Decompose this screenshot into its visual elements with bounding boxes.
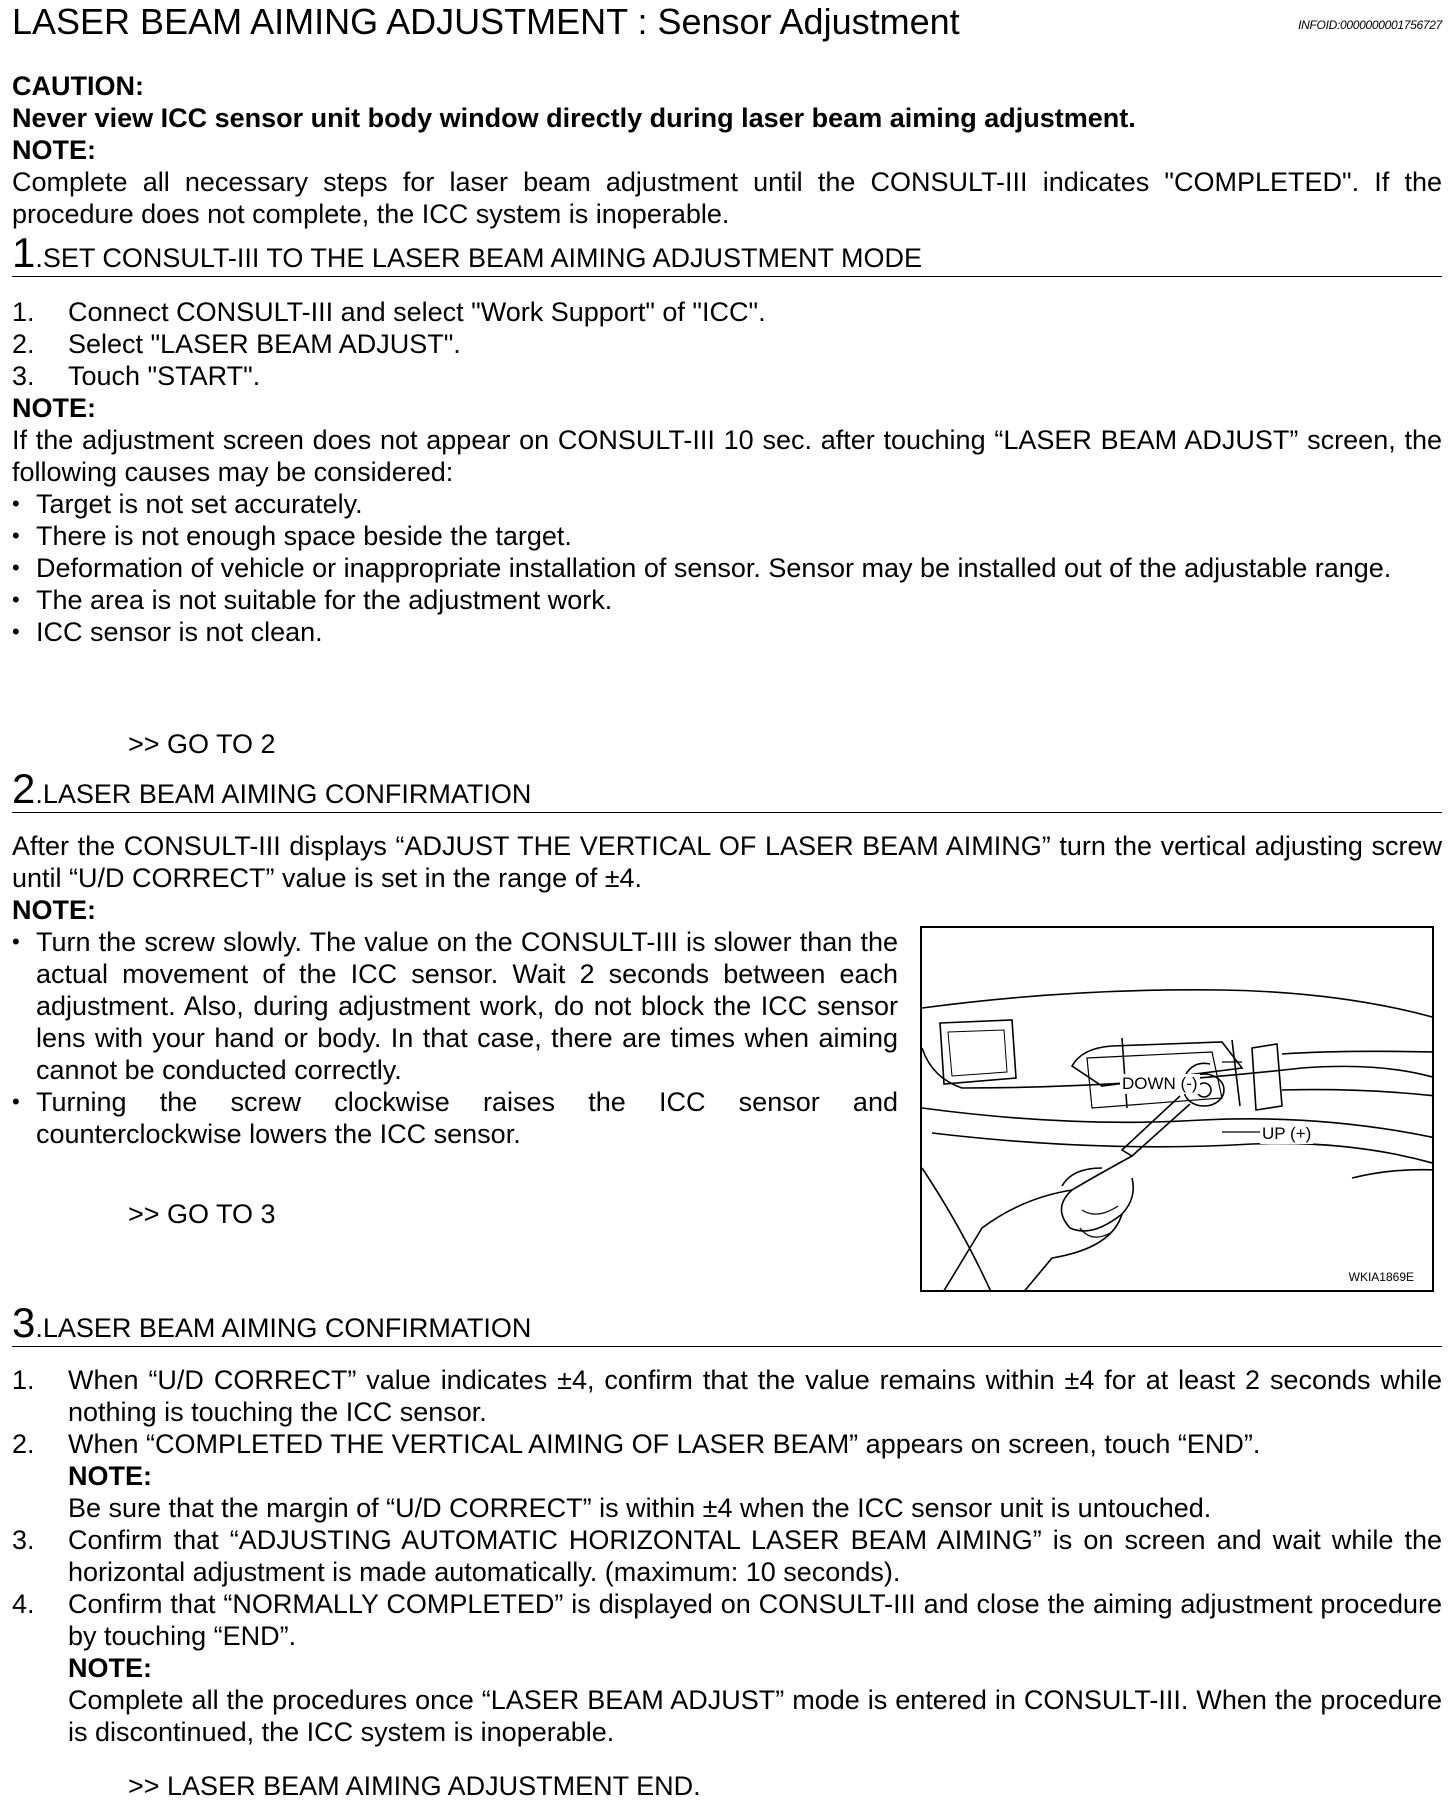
step-3-item-2-note-label: NOTE: [68, 1461, 152, 1491]
step-3-number: 3 [12, 1299, 36, 1346]
step-1-causes [12, 488, 1442, 648]
step-2-note-label: NOTE: [12, 895, 96, 925]
step-3-list [12, 1364, 1442, 1748]
list-item: • Target is not set accurately. [12, 488, 1442, 520]
list-item: • Turn the screw slowly. The value on the CONSULT-III is slower than the actual movement of the ICC sensor. Wait 2 seconds between each adjustment. Also, during adjustment work, do not block the ICC sensor lens with your hand or body. In that case, there are times when aiming cannot be conducted correctly. [12, 926, 898, 1086]
step-3-heading [12, 1300, 1442, 1347]
bumper-illustration [922, 928, 1434, 1292]
list-item: 4. Confirm that “NORMALLY COMPLETED” is displayed on CONSULT-III and close the aiming adjustment procedure by touching “END”. NOTE: Complete all the procedures once “LASER BEAM ADJUST” mode is entered in CONSULT-III. When the procedure is discontinued, the ICC system is inoperable. [12, 1589, 1442, 1747]
label-up: UP (+) [1262, 1124, 1312, 1143]
step-1-list [12, 296, 1442, 392]
caution-text: Never view ICC sensor unit body window directly during laser beam aiming adjustment. [12, 103, 1136, 133]
step-2-heading [12, 766, 1442, 813]
step-1-goto: >> GO TO 2 [128, 729, 276, 759]
step-3-body [12, 1364, 1442, 1748]
page-title: LASER BEAM AIMING ADJUSTMENT : Sensor Adjustment [12, 1, 960, 42]
step-1-number: 1 [12, 229, 36, 276]
step-2-text: After the CONSULT-III displays “ADJUST THE VERTICAL OF LASER BEAM AIMING” turn the vertical adjusting screw until “U/D CORRECT” value is set in the range of ±4. [12, 831, 1442, 893]
step-1-body [12, 296, 1442, 648]
list-item: 2. When “COMPLETED THE VERTICAL AIMING OF LASER BEAM” appears on screen, touch “END”. NOTE: Be sure that the margin of “U/D CORRECT” is within ±4 when the ICC sensor unit is untouched. [12, 1428, 1442, 1524]
list-item: • There is not enough space beside the target. [12, 520, 1442, 552]
list-item: 1. When “U/D CORRECT” value indicates ±4, confirm that the value remains within ±4 for at least 2 seconds while nothing is touching the ICC sensor. [12, 1365, 1442, 1427]
step-3-item-4-note-label: NOTE: [68, 1653, 152, 1683]
sensor-adjustment-figure [920, 926, 1434, 1292]
list-item: • Deformation of vehicle or inappropriate installation of sensor. Sensor may be installed out of the adjustable range. [12, 552, 1442, 584]
list-item: 3. Confirm that “ADJUSTING AUTOMATIC HORIZONTAL LASER BEAM AIMING” is on screen and wait while the horizontal adjustment is made automatically. (maximum: 10 seconds). [12, 1525, 1442, 1587]
caution-label: CAUTION: [12, 71, 144, 101]
list-item: 3. Touch "START". [12, 361, 261, 391]
intro-note-text: Complete all necessary steps for laser beam adjustment until the CONSULT-III indicates "COMPLETED". If the procedure does not complete, the ICC system is inoperable. [12, 167, 1442, 229]
page [12, 0, 1444, 1814]
title-row [12, 0, 1442, 46]
step-3-end: >> LASER BEAM AIMING ADJUSTMENT END. [128, 1771, 701, 1801]
list-item: • Turning the screw clockwise raises the ICC sensor and counterclockwise lowers the ICC sensor. [12, 1086, 898, 1150]
step-2-body [12, 830, 1442, 926]
step-3-title: .LASER BEAM AIMING CONFIRMATION [35, 1313, 532, 1343]
list-item: • ICC sensor is not clean. [12, 616, 1442, 648]
step-1-heading [12, 230, 1442, 277]
list-item: • The area is not suitable for the adjustment work. [12, 584, 1442, 616]
step-1-note-text: If the adjustment screen does not appear on CONSULT-III 10 sec. after touching “LASER BEAM ADJUST” screen, the following causes may be considered: [12, 425, 1442, 487]
info-id: INFOID:0000000001756727 [1298, 18, 1442, 32]
step-2-title: .LASER BEAM AIMING CONFIRMATION [35, 779, 532, 809]
step-3-item-4-note-text: Complete all the procedures once “LASER BEAM ADJUST” mode is entered in CONSULT-III. When the procedure is discontinued, the ICC system is inoperable. [68, 1685, 1442, 1747]
step-2-notes [12, 926, 898, 1150]
step-1-note-label: NOTE: [12, 393, 96, 423]
intro-block [12, 70, 1442, 230]
list-item: 1. Connect CONSULT-III and select "Work Support" of "ICC". [12, 297, 766, 327]
step-3-item-2-note-text: Be sure that the margin of “U/D CORRECT” is within ±4 when the ICC sensor unit is untouched. [68, 1493, 1212, 1523]
label-down: DOWN (-) [1122, 1074, 1198, 1093]
figure-code: WKIA1869E [1348, 1270, 1414, 1284]
step-2-number: 2 [12, 765, 36, 812]
step-1-title: .SET CONSULT-III TO THE LASER BEAM AIMING ADJUSTMENT MODE [35, 243, 923, 273]
list-item: 2. Select "LASER BEAM ADJUST". [12, 329, 461, 359]
intro-note-label: NOTE: [12, 135, 96, 165]
step-2-goto: >> GO TO 3 [128, 1199, 276, 1229]
